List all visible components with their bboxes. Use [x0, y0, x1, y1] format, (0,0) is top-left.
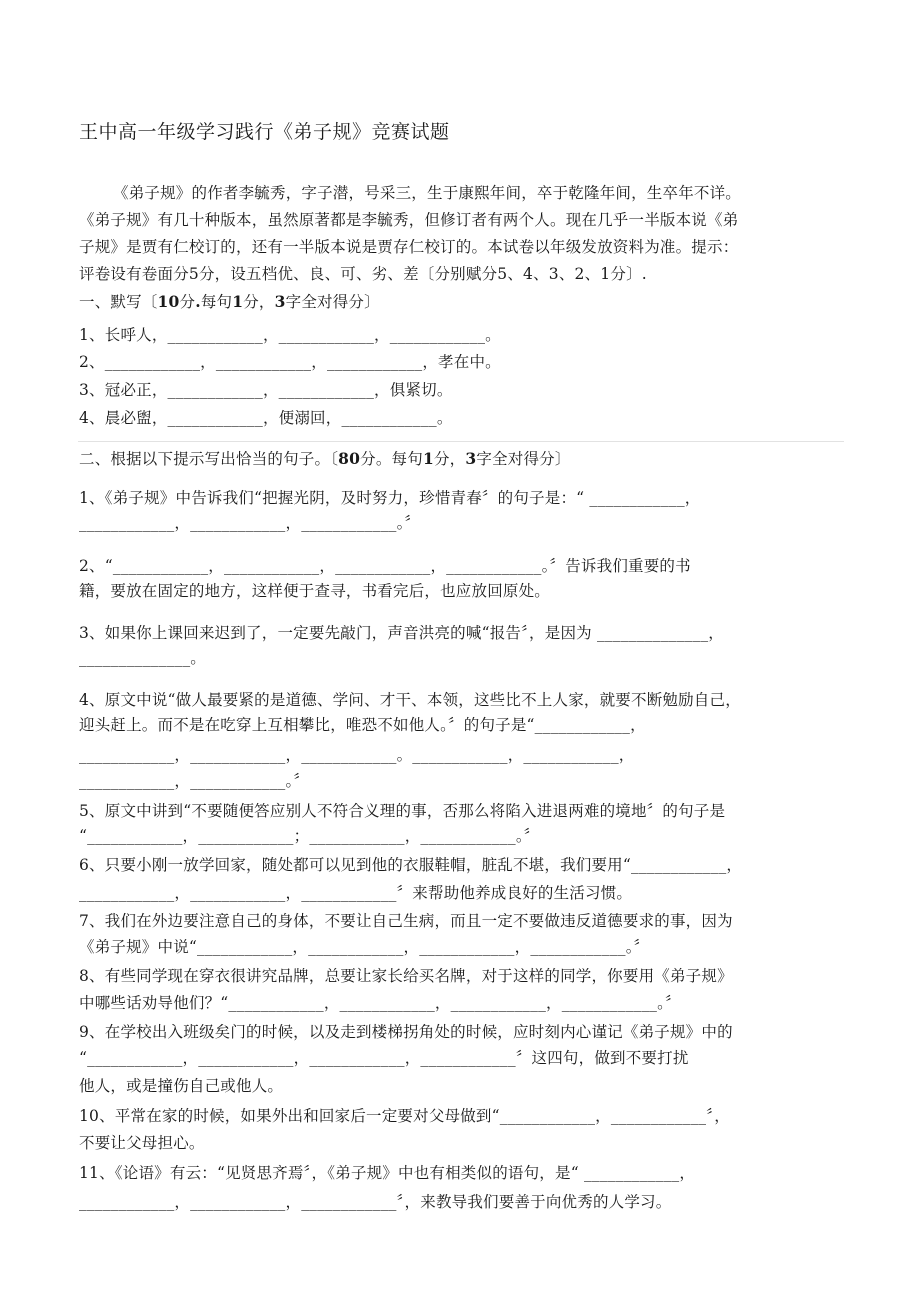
question-line: ____________，____________，____________〞，来教导我们要善于向优秀的人学习。	[79, 1193, 672, 1211]
question-line: ____________，____________，____________。____________，____________，	[79, 746, 635, 764]
section-heading-2: 二、根据以下提示写出恰当的句子。〔80分。每句1分，3字全对得分〕	[79, 449, 571, 468]
question-line: ____________，____________。〞	[79, 772, 310, 790]
intro-line: 《弟子规》有几十种版本，虽然原著都是李毓秀，但修订者有两个人。现在几乎一半版本说《弟	[79, 211, 739, 229]
question-line: ______________。	[79, 649, 207, 667]
question-line: 10、平常在家的时候，如果外出和回家后一定要对父母做到“____________，____________〞，	[79, 1107, 730, 1125]
intro-line: 子规》是贾有仁校订的，还有一半版本说是贾存仁校订的。本试卷以年级发放资料为准。提示：	[79, 238, 739, 256]
page-title: 王中高一年级学习践行《弟子规》竞赛试题	[79, 121, 450, 143]
question-line: 籍，要放在固定的地方，这样便于查寻，书看完后，也应放回原处。	[79, 582, 551, 600]
question-line: 3、如果你上课回来迟到了，一定要先敲门，声音洪亮的喊“报告〞，是因为 ______________，	[79, 624, 724, 642]
question-line: “____________，____________，____________，____________〞这四句，做到不要打扰	[79, 1049, 689, 1067]
intro-line: 评卷设有卷面分5分，设五档优、良、可、劣、差〔分别赋分5、4、3、2、1分〕.	[79, 265, 647, 283]
question-line: 7、我们在外边要注意自己的身体，不要让自己生病，而且一定不要做违反道德要求的事，因为	[79, 912, 733, 930]
question-line: 5、原文中讲到“不要随便答应别人不符合义理的事，否那么将陷入进退两难的境地〞的句子是	[79, 802, 726, 820]
divider	[78, 441, 844, 442]
question-line: 11、《论语》有云：“见贤思齐焉〞，《弟子规》中也有相类似的语句，是“ ____________，	[79, 1164, 696, 1182]
question-line: 1、《弟子规》中告诉我们“把握光阴，及时努力，珍惜青春〞的句子是：“ ____________，	[79, 489, 701, 507]
section-heading-1: 一、默写〔10分.每句1分，3字全对得分〕	[79, 292, 380, 311]
question-line: 4、原文中说“做人最要紧的是道德、学问、才干、本领，这些比不上人家，就要不断勉励自己，	[79, 691, 741, 709]
question-line: 1、长呼人，____________，____________，____________。	[79, 326, 501, 344]
question-line: 3、冠必正，____________，____________，俱紧切。	[79, 381, 453, 399]
question-line: 9、在学校出入班级矣门的时候，以及走到楼梯拐角处的时候，应时刻内心谨记《弟子规》中的	[79, 1023, 733, 1041]
intro-line: 《弟子规》的作者李毓秀，字子潜，号采三，生于康熙年间，卒于乾隆年间，生卒年不详。	[113, 184, 742, 202]
question-line: “____________，____________；____________，____________。〞	[79, 827, 540, 845]
question-line: 他人，或是撞伤自己或他人。	[79, 1077, 284, 1095]
question-line: 不要让父母担心。	[79, 1134, 205, 1152]
question-line: 迎头赶上。而不是在吃穿上互相攀比，唯恐不如他人。〞的句子是“____________，	[79, 716, 646, 734]
question-line: 8、有些同学现在穿衣很讲究品牌，总要让家长给买名牌，对于这样的同学，你要用《弟子规》	[79, 967, 733, 985]
question-line: ____________，____________，____________。〞	[79, 514, 421, 532]
question-line: ____________，____________，____________〞来帮助他养成良好的生活习惯。	[79, 884, 633, 902]
question-line: 6、只要小刚一放学回家，随处都可以见到他的衣服鞋帽，脏乱不堪，我们要用“____________，	[79, 856, 743, 874]
question-line: 2、“____________，____________，____________，____________。〞告诉我们重要的书	[79, 557, 691, 575]
question-line: 中哪些话劝导他们？“____________，____________，____________，____________。〞	[79, 994, 681, 1012]
question-line: 2、____________，____________，____________，孝在中。	[79, 353, 501, 371]
question-line: 4、晨必盥，____________，便溺回，____________。	[79, 409, 453, 427]
question-line: 《弟子规》中说“____________，____________，____________，____________。〞	[79, 938, 650, 956]
